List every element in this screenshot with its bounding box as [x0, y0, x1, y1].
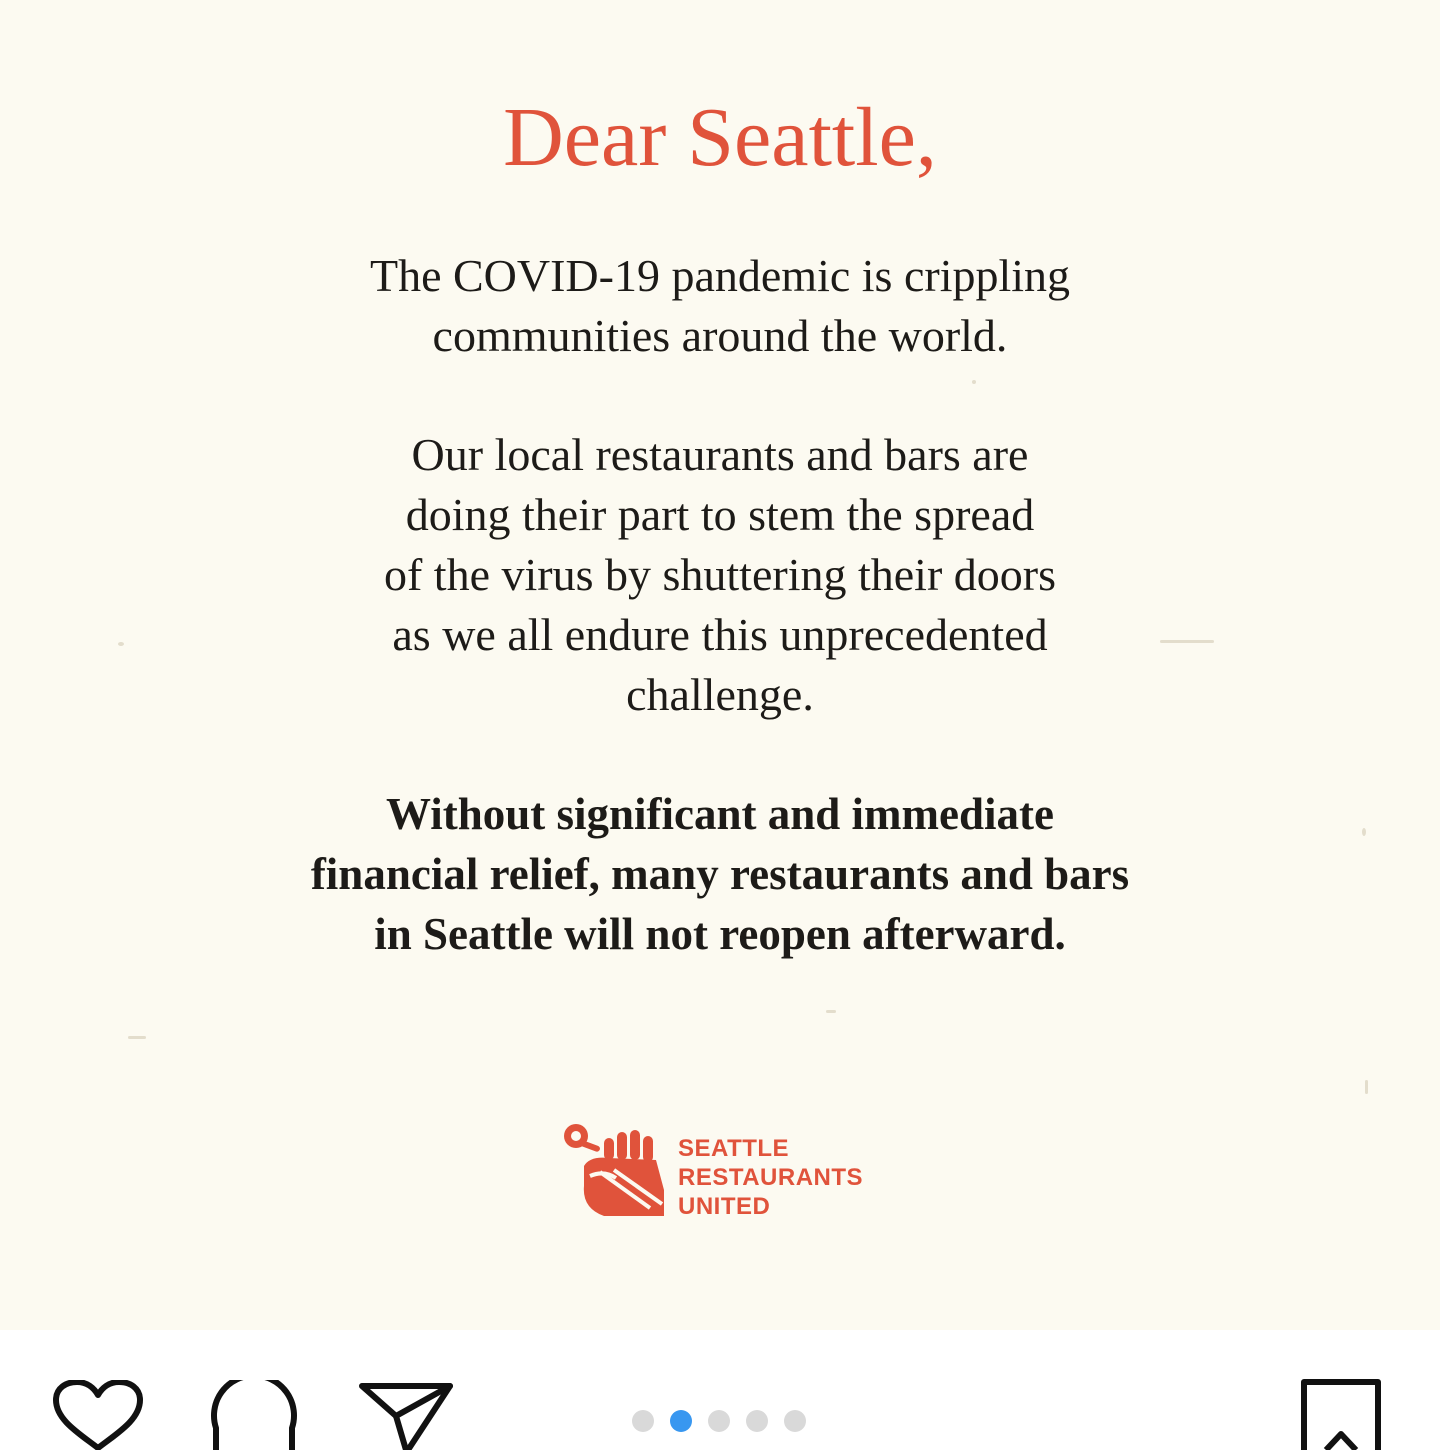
paragraph-intro — [0, 246, 1440, 366]
seattle-restaurants-united-logo — [560, 1120, 890, 1226]
fist-utensils-icon — [560, 1120, 668, 1220]
text-line: as we all endure this unprecedented — [392, 609, 1048, 660]
heart-icon[interactable] — [50, 1380, 146, 1450]
paper-speck — [128, 1036, 146, 1039]
paper-speck — [826, 1010, 836, 1013]
comment-icon[interactable] — [208, 1380, 300, 1450]
carousel-dot — [708, 1410, 730, 1432]
share-icon[interactable] — [356, 1380, 456, 1450]
carousel-dot — [746, 1410, 768, 1432]
paper-speck — [972, 380, 976, 384]
carousel-dot-active — [670, 1410, 692, 1432]
text-line: Our local restaurants and bars are — [411, 429, 1029, 480]
text-line: communities around the world. — [432, 310, 1008, 361]
paragraph-restaurants — [0, 425, 1440, 725]
text-line: Without significant and immediate — [386, 789, 1054, 839]
logo-line: UNITED — [678, 1193, 771, 1220]
logo-line: SEATTLE — [678, 1135, 790, 1162]
paper-speck — [1365, 1080, 1368, 1094]
bookmark-icon[interactable] — [1298, 1378, 1384, 1450]
paragraph-relief — [0, 784, 1440, 964]
text-line: of the virus by shuttering their doors — [383, 549, 1056, 600]
text-line: doing their part to stem the spread — [405, 489, 1035, 540]
logo-wordmark — [678, 1134, 863, 1221]
text-line: The COVID-19 pandemic is crippling — [369, 250, 1071, 301]
text-line: financial relief, many restaurants and bars — [310, 849, 1130, 899]
carousel-dot — [784, 1410, 806, 1432]
carousel-indicator — [630, 1410, 810, 1436]
text-line: challenge. — [626, 669, 814, 720]
text-line: in Seattle will not reopen afterward. — [374, 909, 1066, 959]
post-action-bar — [0, 1330, 1440, 1439]
logo-line: RESTAURANTS — [678, 1164, 864, 1191]
carousel-dot — [632, 1410, 654, 1432]
letter-heading: Dear Seattle, — [503, 91, 937, 184]
